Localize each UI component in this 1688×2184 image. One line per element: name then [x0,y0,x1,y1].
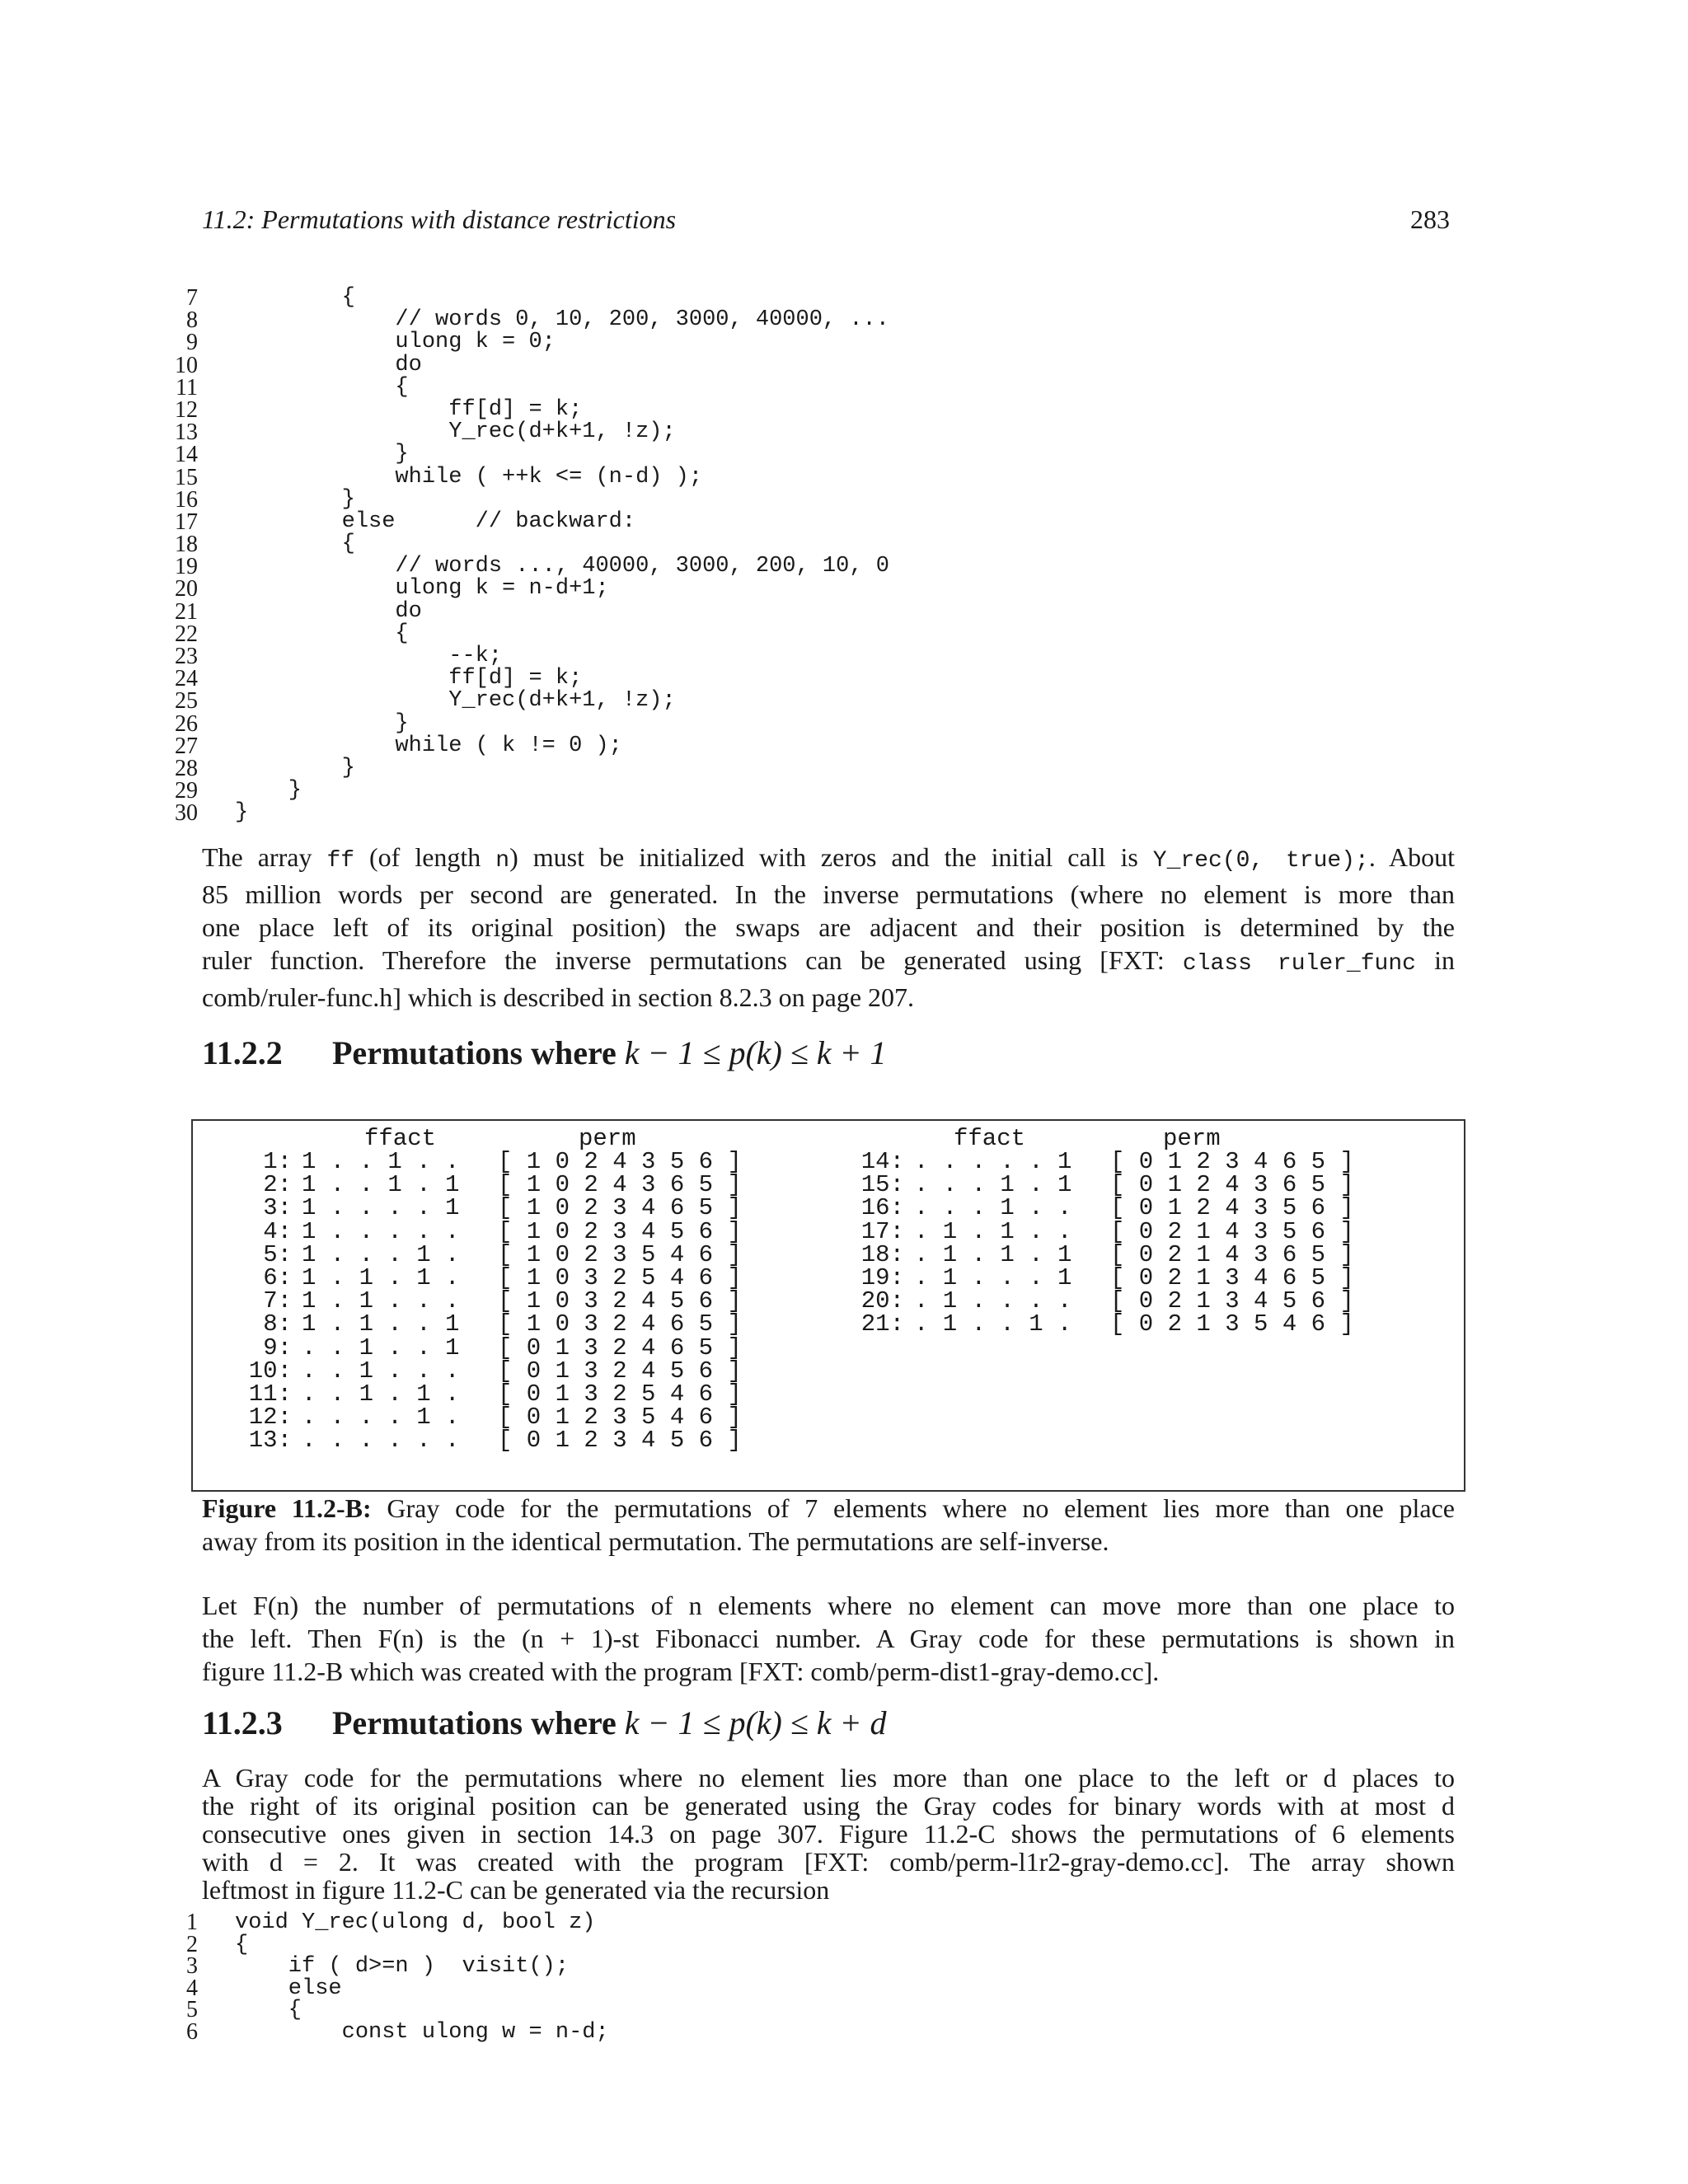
cell-idx: 14: [860,1148,904,1175]
cell-perm: [ 0 2 1 4 3 6 5 ] [1110,1240,1354,1268]
cell-ffact: . . . . 1 . [302,1404,460,1432]
cell-ffact: 1 . . . 1 . [302,1240,460,1268]
line-number: 26 [175,710,198,737]
cell-perm: [ 0 1 2 3 4 6 5 ] [1110,1148,1354,1175]
line-number: 27 [175,733,198,759]
code-text: // words 0, 10, 200, 3000, 40000, ... [235,307,889,333]
line-number: 13 [175,419,198,446]
line-number: 21 [175,598,198,625]
cell-ffact: . 1 . . . 1 [914,1264,1072,1291]
cell-perm: [ 1 0 3 2 5 4 6 ] [498,1264,742,1291]
code-text: { [235,374,409,400]
code-text: if ( d>=n ) visit(); [235,1954,570,1979]
perm-header: perm [579,1125,636,1152]
code-text: { [235,285,355,310]
line-number: 9 [186,330,198,356]
line-number: 8 [186,307,198,334]
code-text: { [235,621,409,646]
table-left [226,1127,803,1482]
line-number: 22 [175,621,198,647]
running-head: 11.2: Permutations with distance restrictions [202,204,677,234]
code-text: } [235,710,409,736]
section-math: k − 1 ≤ p(k) ≤ k + d [624,1704,887,1741]
para-line: with d = 2. It was created with the program [FXT: comb/perm-l1r2-gray-demo.cc]. The array shown [202,1847,1455,1877]
para-line: one place left of its original position) the swaps are adjacent and their position is determined by the [202,912,1455,942]
line-number: 4 [186,1975,198,2001]
para-line: Let F(n) the number of permutations of n elements where no element can move more than one place to [202,1591,1455,1620]
cell-idx: 10: [248,1357,292,1385]
code-text: while ( ++k <= (n-d) ); [235,464,703,490]
cell-ffact: . 1 . 1 . . [914,1217,1072,1245]
code-text: // words ..., 40000, 3000, 200, 10, 0 [235,554,889,579]
line-number: 6 [186,2018,198,2045]
cell-ffact: . . . . . . [302,1427,460,1455]
cell-ffact: 1 . . . . . [302,1217,460,1245]
code-text: ff[d] = k; [235,396,583,422]
line-number: 10 [175,352,198,378]
cell-perm: [ 0 1 3 2 5 4 6 ] [498,1380,742,1408]
section-title: Permutations where [332,1034,625,1071]
cell-ffact: 1 . . . . 1 [302,1194,460,1222]
code-text: else [235,1975,342,2001]
line-number: 20 [175,576,198,602]
cell-perm: [ 0 1 2 4 3 5 6 ] [1110,1194,1354,1222]
cell-idx: 21: [860,1310,904,1338]
cell-perm: [ 1 0 3 2 4 6 5 ] [498,1310,742,1338]
line-number: 2 [186,1931,198,1957]
cell-ffact: 1 . . 1 . 1 [302,1171,460,1199]
cell-idx: 7: [263,1287,292,1315]
paragraph-ff-initialization [202,841,1455,1014]
code-text: } [235,778,302,804]
caption-line: away from its position in the identical permutation. The permutations are self-inverse. [202,1526,1109,1556]
cell-perm: [ 1 0 2 3 5 4 6 ] [498,1240,742,1268]
cell-idx: 18: [860,1240,904,1268]
cell-perm: [ 0 1 2 3 4 5 6 ] [498,1427,742,1455]
cell-perm: [ 0 1 2 3 5 4 6 ] [498,1404,742,1432]
line-number: 16 [175,486,198,513]
figure-label: Figure 11.2-B: [202,1493,372,1523]
para-line: the left. Then F(n) is the (n + 1)-st Fibonacci number. A Gray code for these permutations is shown in [202,1624,1455,1653]
paragraph-fibonacci [202,1589,1455,1688]
cell-ffact: . . 1 . . 1 [302,1333,460,1361]
line-number: 18 [175,532,198,558]
line-number: 30 [175,800,198,827]
cell-idx: 17: [860,1217,904,1245]
code-text: void Y_rec(ulong d, bool z) [235,1910,596,1935]
code-text: { [235,1932,249,1957]
line-number: 1 [186,1910,198,1935]
section-heading-11-2-2 [202,1033,887,1072]
line-number: 7 [186,285,198,311]
section-math: k − 1 ≤ p(k) ≤ k + 1 [624,1034,887,1071]
cell-idx: 12: [248,1404,292,1432]
line-number: 5 [186,1997,198,2022]
cell-ffact: . . 1 . . . [302,1357,460,1385]
code-text: } [235,800,249,826]
page-number: 283 [1410,204,1450,234]
para-line: A Gray code for the permutations where no element lies more than one place to the left or d places to [202,1763,1455,1793]
ffact-header: ffact [954,1125,1026,1152]
ffact-header: ffact [364,1125,437,1152]
cell-perm: [ 0 2 1 3 4 5 6 ] [1110,1287,1354,1315]
cell-ffact: 1 . . 1 . . [302,1148,460,1175]
para-line: ruler function. Therefore the inverse permutations can be generated using [FXT: class ruler_func in [202,945,1456,977]
code-text: const ulong w = n-d; [235,2019,609,2045]
para-line: leftmost in figure 11.2-C can be generated via the recursion [202,1875,830,1905]
code-text: { [235,1998,302,2022]
code-text: } [235,442,409,467]
line-number: 12 [175,396,198,423]
caption-line: Figure 11.2-B: Gray code for the permutations of 7 elements where no element lies more than one place [202,1493,1456,1523]
cell-ffact: . 1 . 1 . 1 [914,1240,1072,1268]
cell-ffact: . 1 . . . . [914,1287,1072,1315]
para-line: figure 11.2-B which was created with the program [FXT: comb/perm-dist1-gray-demo.cc]. [202,1657,1160,1686]
cell-ffact: 1 . 1 . 1 . [302,1264,460,1291]
section-number: 11.2.3 [202,1704,283,1741]
cell-perm: [ 0 1 3 2 4 6 5 ] [498,1333,742,1361]
code-text: ulong k = n-d+1; [235,576,609,602]
perm-header: perm [1163,1125,1221,1152]
section-title: Permutations where [332,1704,625,1741]
section-number: 11.2.2 [202,1034,283,1071]
code-text: Y_rec(d+k+1, !z); [235,419,676,445]
cell-perm: [ 0 2 1 3 4 6 5 ] [1110,1264,1354,1291]
cell-idx: 2: [263,1171,292,1199]
cell-ffact: . . . 1 . . [914,1194,1072,1222]
figure-11-2-b-box [191,1119,1465,1492]
cell-perm: [ 0 1 2 4 3 6 5 ] [1110,1171,1354,1199]
cell-idx: 19: [860,1264,904,1291]
line-number: 28 [175,755,198,781]
code-text: else // backward: [235,509,636,534]
cell-idx: 1: [263,1148,292,1175]
line-number: 23 [175,644,198,669]
code-text: Y_rec(d+k+1, !z); [235,688,676,714]
cell-ffact: . . 1 . 1 . [302,1380,460,1408]
code-text: } [235,755,355,780]
cell-perm: [ 0 2 1 4 3 5 6 ] [1110,1217,1354,1245]
cell-perm: [ 1 0 2 3 4 6 5 ] [498,1194,742,1222]
cell-idx: 5: [263,1240,292,1268]
cell-perm: [ 1 0 2 3 4 5 6 ] [498,1217,742,1245]
cell-ffact: 1 . 1 . . 1 [302,1310,460,1338]
code-text: } [235,486,355,512]
line-number: 29 [175,778,198,804]
table-right [838,1127,1415,1482]
line-number: 15 [175,464,198,490]
cell-perm: [ 0 1 3 2 4 5 6 ] [498,1357,742,1385]
code-text: do [235,598,422,624]
cell-idx: 13: [248,1427,292,1455]
cell-idx: 9: [263,1333,292,1361]
cell-perm: [ 1 0 2 4 3 6 5 ] [498,1171,742,1199]
code-text: ff[d] = k; [235,666,583,691]
code-text: ulong k = 0; [235,330,556,355]
cell-ffact: 1 . 1 . . . [302,1287,460,1315]
cell-perm: [ 1 0 3 2 4 5 6 ] [498,1287,742,1315]
cell-ffact: . . . . . 1 [914,1148,1072,1175]
code-text: do [235,352,422,377]
cell-idx: 3: [263,1194,292,1222]
para-line: the right of its original position can be generated using the Gray codes for binary words with at most d [202,1791,1455,1821]
cell-ffact: . 1 . . 1 . [914,1310,1072,1338]
line-number: 24 [175,666,198,692]
line-number: 3 [186,1953,198,1979]
cell-ffact: . . . 1 . 1 [914,1171,1072,1199]
line-number: 19 [175,554,198,580]
para-line: comb/ruler-func.h] which is described in section 8.2.3 on page 207. [202,982,915,1012]
code-text: { [235,532,355,557]
para-line: The array ff (of length n) must be initialized with zeros and the initial call is Y_rec(0, true);. About [202,842,1456,874]
cell-idx: 8: [263,1310,292,1338]
cell-perm: [ 1 0 2 4 3 5 6 ] [498,1148,742,1175]
cell-idx: 15: [860,1171,904,1199]
code-text: --k; [235,644,503,668]
cell-idx: 4: [263,1217,292,1245]
figure-caption [202,1492,1455,1558]
cell-idx: 16: [860,1194,904,1222]
cell-idx: 6: [263,1264,292,1291]
code-text: while ( k != 0 ); [235,733,622,758]
cell-idx: 20: [860,1287,904,1315]
line-number: 14 [175,442,198,468]
cell-perm: [ 0 2 1 3 5 4 6 ] [1110,1310,1354,1338]
line-number: 25 [175,688,198,715]
cell-idx: 11: [248,1380,292,1408]
section-heading-11-2-3 [202,1704,887,1742]
paragraph-gray-code-d [202,1764,1455,1904]
para-line: consecutive ones given in section 14.3 on page 307. Figure 11.2-C shows the permutations of 6 elements [202,1819,1455,1849]
line-number: 17 [175,509,198,535]
line-number: 11 [176,374,198,401]
para-line: 85 million words per second are generated. In the inverse permutations (where no element is more than [202,879,1455,909]
